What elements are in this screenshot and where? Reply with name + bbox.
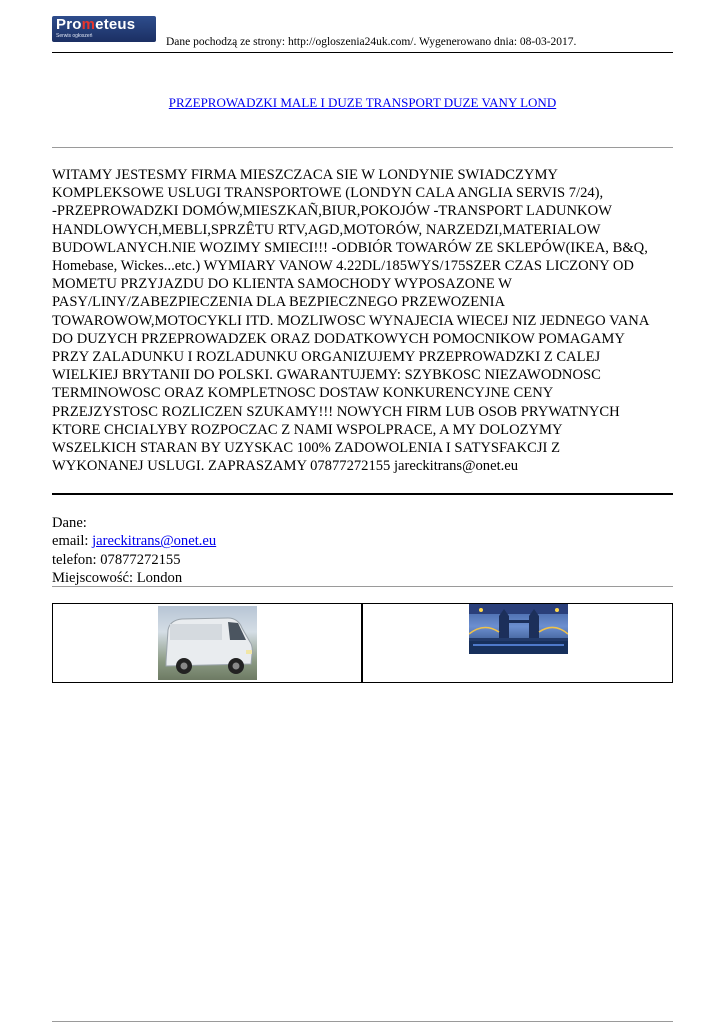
logo-tagline: Serwis ogłoszeń <box>56 33 93 39</box>
photo-cell-1 <box>52 603 362 683</box>
description-divider <box>52 493 673 495</box>
email-link[interactable]: jareckitrans@onet.eu <box>92 533 217 550</box>
contact-block <box>52 514 216 588</box>
phone-value: 07877272155 <box>100 551 181 568</box>
contact-heading: Dane: <box>52 515 87 531</box>
van-illustration-icon <box>158 606 257 680</box>
logo-wordmark: Prometeus <box>56 16 136 33</box>
photo-gallery <box>52 603 673 683</box>
title-divider <box>52 147 673 148</box>
contact-location-row <box>52 569 216 587</box>
contact-divider <box>52 586 673 587</box>
prometeusz-logo <box>52 16 156 42</box>
location-value: London <box>136 570 183 587</box>
footer-divider <box>52 1021 673 1022</box>
van-photo[interactable] <box>158 606 257 680</box>
header-divider <box>52 52 673 53</box>
location-label: Miejscowość: <box>52 570 137 587</box>
contact-email-row <box>52 532 216 550</box>
london-bridge-photo[interactable] <box>469 604 568 654</box>
email-label: email: <box>52 533 93 550</box>
listing-title-link[interactable]: PRZEPROWADZKI MALE I DUZE TRANSPORT DUZE VANY LOND <box>168 95 557 110</box>
tower-bridge-illustration-icon <box>469 604 568 654</box>
contact-phone-row <box>52 551 216 569</box>
source-info: Dane pochodzą ze strony: http://ogloszenia24uk.com/. Wygenerowano dnia: 08-03-2017. <box>166 36 577 48</box>
photo-cell-2 <box>362 603 673 683</box>
listing-description: WITAMY JESTESMY FIRMA MIESZCZACA SIE W LONDYNIE SWIADCZYMY KOMPLEKSOWE USLUGI TRANSPORTOWE (LONDYN CALA ANGLIA SERVIS 7/24), -PRZEPROWADZKI DOMÓW,MIESZKAÑ,BIUR,POKOJÓW -TRANSPORT LADUNKOW HANDLOWYCH,MEBLI,SPRZÊTU RTV,AGD,MOTORÓW, NARZEDZI,MATERIALOW BUDOWLANYCH.NIE WOZIMY SMIECI!!! -ODBIÓR TOWARÓW ZE SKLEPÓW(IKEA, B&Q, Homebase, Wickes...etc.) WYMIARY VANOW 4.22DL/185WYS/175SZER CZAS LICZONY OD MOMETU PRZYJAZDU DO KLIENTA SAMOCHODY WYPOSAZONE W PASY/LINY/ZABEZPIECZENIA DLA BEZPIECZNEGO PRZEWOZENIA TOWAROWOW,MOTOCYKLI ITD. MOZLIWOSC WYNAJECIA WIECEJ NIZ JEDNEGO VANA DO DUZYCH PRZEPROWADZEK ORAZ DODATKOWYCH POMOCNIKOW POMAGAMY PRZY ZALADUNKU I ROZLADUNKU ORGANIZUJEMY PRZEPROWADZKI Z CALEJ WIELKIEJ BRYTANII DO POLSKI. GWARANTUJEMY: SZYBKOSC NIEZAWODNOSC TERMINOWOSC ORAZ KOMPLETNOSC DOSTAW KONKURENCYJNE CENY PRZEJZYSTOSC ROZLICZEN SZUKAMY!!! NOWYCH FIRM LUB OSOB PRYWATNYCH KTORE CHCIALYBY ROZPOCZAC Z NAMI WSPOLPRACE, A MY DOLOZYMY WSZELKICH STARAN BY UZYSKAC 100% ZADOWOLENIA I SATYSFAKCJI Z WYKONANEJ USLUGI. ZAPRASZAMY 07877272155 jareckitrans@onet.eu <box>52 167 650 475</box>
phone-label: telefon: <box>52 551 101 568</box>
